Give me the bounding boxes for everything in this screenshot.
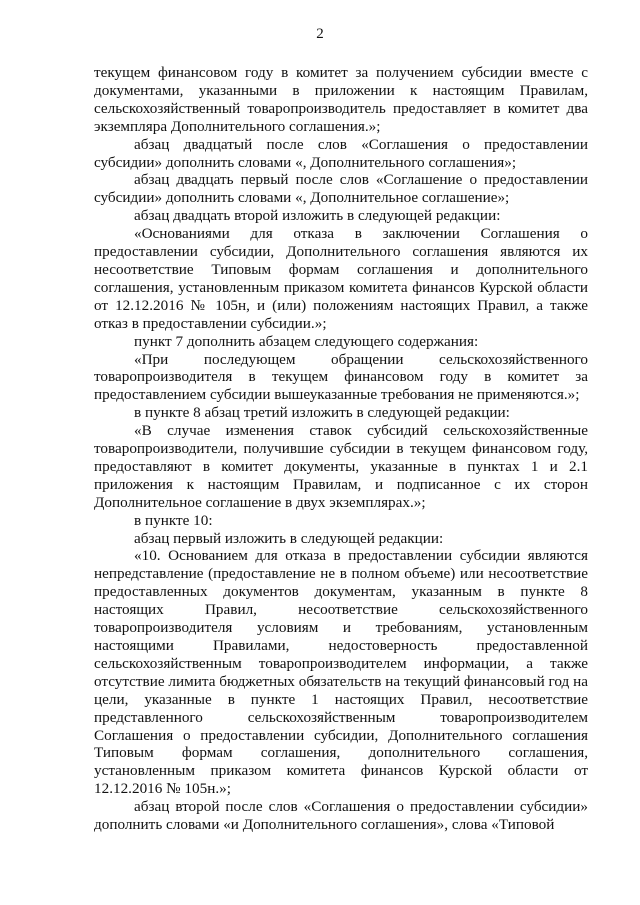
paragraph: «При последующем обращении сельскохозяйственного товаропроизводителя в текущем финансовом году в комитет за предоставлением субсидии вышеуказанные требования не применяются.»;: [94, 350, 588, 404]
paragraph: абзац второй после слов «Соглашения о предоставлении субсидии» дополнить словами «и Дополнительного соглашения», слова «Типовой: [94, 798, 588, 834]
page-number: 2: [316, 26, 324, 42]
paragraph: «Основаниями для отказа в заключении Соглашения о предоставлении субсидии, Дополнительного соглашения являются их несоответствие Типовым формам соглашения и дополнительного соглашения, установленным приказом комитета финансов Курской области от 12.12.2016 № 105н, и (или) положениям настоящих Правил, а также отказ в предоставлении субсидии.»;: [94, 225, 588, 332]
paragraph: абзац двадцать второй изложить в следующей редакции:: [134, 207, 501, 225]
paragraph: абзац первый изложить в следующей редакции:: [134, 529, 444, 547]
paragraph: в пункте 10:: [134, 511, 213, 529]
paragraph-continuation: текущем финансовом году в комитет за получением субсидии вместе с документами, указанными в приложении к настоящим Правилам, сельскохозяйственный товаропроизводитель предоставляет в комитет два экземпляра Дополнительного соглашения.»;: [94, 64, 588, 135]
document-body: [94, 64, 588, 834]
paragraph: в пункте 8 абзац третий изложить в следующей редакции:: [134, 404, 510, 422]
paragraph: абзац двадцатый после слов «Соглашения о предоставлении субсидии» дополнить словами «, Дополнительного соглашения»;: [94, 135, 588, 171]
paragraph: «В случае изменения ставок субсидий сельскохозяйственные товаропроизводители, получившие субсидии в текущем финансовом году, предоставляют в комитет документы, указанные в пунктах 1 и 2.1 приложения к настоящим Правилам, и подписанное с их сторон Дополнительное соглашение в двух экземплярах.»;: [94, 422, 588, 511]
paragraph: абзац двадцать первый после слов «Соглашение о предоставлении субсидии» дополнить словами «, Дополнительное соглашение»;: [94, 171, 588, 207]
paragraph: «10. Основанием для отказа в предоставлении субсидии являются непредставление (предоставление не в полном объеме) или несоответствие предоставленных документов документам, указанным в пункте 8 настоящих Правил, несоответствие сельскохозяйственного товаропроизводителя условиям и требованиям, установленным настоящими Правилами, недостоверность предоставленной сельскохозяйственным товаропроизводителем информации, а также отсутствие лимита бюджетных обязательств на текущий финансовый год на цели, указанные в пункте 1 настоящих Правил, несоответствие представленного сельскохозяйственным товаропроизводителем Соглашения о предоставлении субсидии, Дополнительного соглашения Типовым формам соглашения, дополнительного соглашения, установленным приказом комитета финансов Курской области от 12.12.2016 № 105н.»;: [94, 547, 588, 798]
paragraph: пункт 7 дополнить абзацем следующего содержания:: [134, 332, 479, 350]
